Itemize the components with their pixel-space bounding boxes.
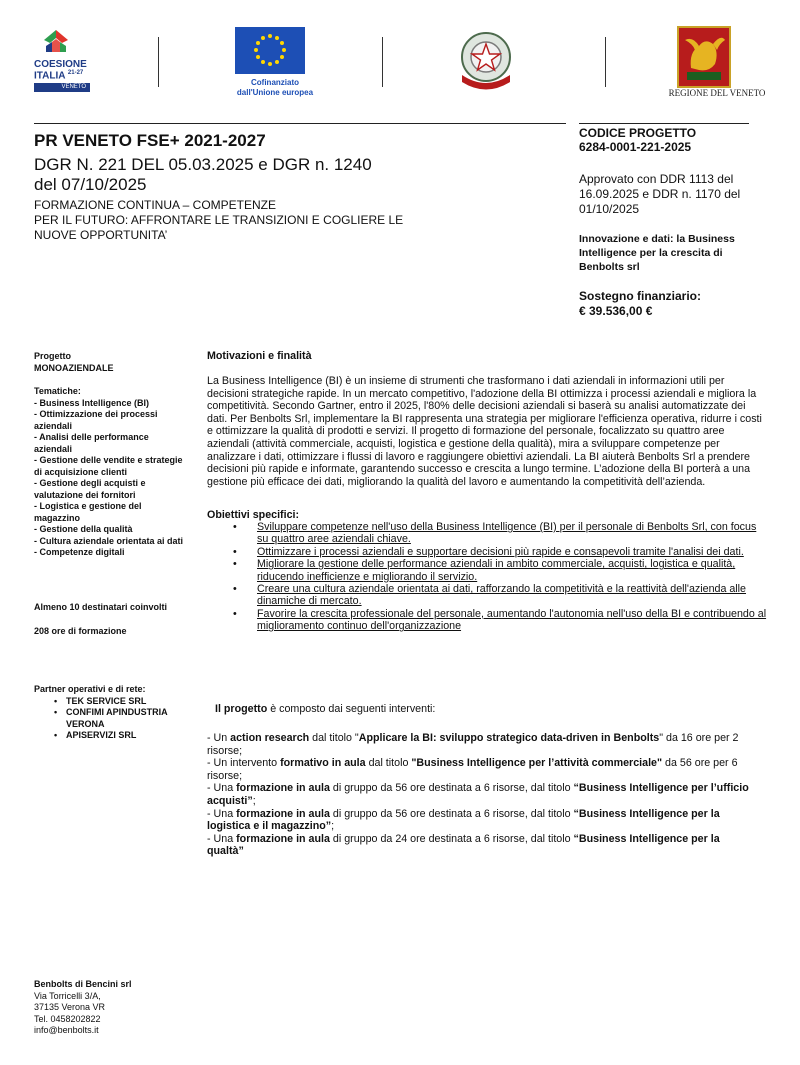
theme-item: - Analisi delle performance aziendali <box>34 432 149 454</box>
objective-item: • Ottimizzare i processi aziendali e supportare decisioni più rapide e consapevoli tramite l'analisi dei dati. <box>207 546 767 558</box>
logo-divider <box>605 37 606 87</box>
logo-divider <box>158 37 159 87</box>
training-hours: 208 ore di formazione <box>34 626 127 636</box>
theme-item: - Ottimizzazione dei processi aziendali <box>34 409 158 431</box>
company-contact <box>34 979 214 1037</box>
objectives-list <box>207 521 767 633</box>
funding-label: Sostegno finanziario: <box>579 289 702 303</box>
composition-bold: Il progetto <box>215 703 268 715</box>
eu-caption-line1: Cofinanziato <box>251 78 299 87</box>
project-type-label: Progetto <box>34 351 71 361</box>
programme-line: PER IL FUTURO: AFFRONTARE LE TRANSIZIONI E COGLIERE LE <box>34 213 404 227</box>
composition-intro <box>215 703 435 715</box>
italian-republic-emblem-icon <box>452 27 520 95</box>
header-rule-right <box>579 123 749 124</box>
objective-item: • Sviluppare competenze nell'uso della Business Intelligence (BI) per il personale di Benbolts Srl, con focus su quattro aree aziendali chiave. <box>207 521 767 546</box>
motivations-text <box>207 375 765 488</box>
programme-title: PR VENETO FSE+ 2021-2027 <box>34 131 266 150</box>
header-rule <box>34 123 566 124</box>
project-code <box>579 126 769 154</box>
coesione-mark-icon <box>40 26 72 58</box>
composition-rest: è composto dai seguenti interventi: <box>267 703 436 715</box>
regione-veneto-caption: REGIONE DEL VENETO <box>668 88 766 98</box>
logo-divider <box>382 37 383 87</box>
partners-label: Partner operativi e di rete: <box>34 684 146 694</box>
eu-caption-line2: dall'Unione europea <box>236 88 314 97</box>
coesione-line1: COESIONE <box>34 59 87 70</box>
company-email[interactable]: info@benbolts.it <box>34 1025 99 1035</box>
theme-item: - Logistica e gestione del magazzino <box>34 501 142 523</box>
intervention-item: - Una formazione in aula di gruppo da 56 ore destinata a 6 risorse, dal titolo “Business Intelligence per l’ufficio acquisti”; <box>207 782 749 807</box>
partner-item: • TEK SERVICE SRL <box>34 696 204 708</box>
financial-support <box>579 289 769 319</box>
regione-veneto-lion-icon <box>677 26 731 88</box>
approval-reference: Approvato con DDR 1113 del 16.09.2025 e DDR n. 1170 del 01/10/2025 <box>579 172 741 216</box>
programme-line: NUOVE OPPORTUNITA’ <box>34 228 168 242</box>
motivations-heading: Motivazioni e finalità <box>207 350 312 362</box>
eu-flag-icon <box>235 27 305 74</box>
objective-item: • Creare una cultura aziendale orientata ai dati, rafforzando la competitività e la reattività dell'azienda alle dinamiche di mercato. <box>207 583 767 608</box>
company-phone: Tel. 0458202822 <box>34 1013 101 1024</box>
coesione-years: 21-27 <box>67 70 84 76</box>
theme-item: - Competenze digitali <box>34 547 125 557</box>
intervention-item: - Una formazione in aula di gruppo da 24 ore destinata a 6 risorse, dal titolo “Business Intelligence per la qualtà” <box>207 832 720 858</box>
intervention-item: - Una formazione in aula di gruppo da 56 ore destinata a 6 risorse, dal titolo “Business Intelligence per la logistica e il magazzino”; <box>207 807 720 833</box>
theme-item: - Gestione delle vendite e strategie di acquisizione clienti <box>34 455 183 477</box>
objectives-heading: Obiettivi specifici: <box>207 509 300 521</box>
coesione-italia-logo <box>34 26 100 98</box>
company-name: Benbolts di Bencini srl <box>34 979 132 989</box>
project-title: Innovazione e dati: la Business Intelligence per la crescita di Benbolts srl <box>579 233 735 273</box>
motivations-paragraph: La Business Intelligence (BI) è un insieme di strumenti che trasformano i dati aziendali in informazioni utili per decisioni strategiche rapide. In un mercato competitivo, l'adozione della BI ottimizza i processi aziendali e migliora la competitività. Secondo Gartner, entro il 2025, l'80% delle decisioni aziendali si baserà su analisi automatizzate dei dati. Per Benbolts Srl, implementare la BI rappresenta una strategia per migliorare l'efficienza operativa, ridurre i costi e ottimizzare la qualità di prodotti e servizi. Il progetto di formazione del personale, focalizzato su quattro aree aziendali (attività commerciale, acquisti, logistica e gestione della qualità), mira a sviluppare competenze per analizzare i dati, ottimizzare i flussi di lavoro e raggiungere obiettivi aziendali. La BI aiuterà Benbolts Srl a prendere decisioni più rapide e informate, garantendo successo e crescita a lungo termine. L’adozione della BI porterà a una gestione più efficace dei dati, migliorando la qualità del lavoro e aumentando la competitività dell’azienda. <box>207 375 762 488</box>
project-code-value: 6284-0001-221-2025 <box>579 140 692 154</box>
theme-item: - Business Intelligence (BI) <box>34 397 150 408</box>
partners-list <box>34 696 204 742</box>
funding-value: € 39.536,00 € <box>579 304 653 318</box>
objective-item: • Favorire la crescita professionale del personale, aumentando l'autonomia nell'uso della BI e contribuendo al miglioramento continuo dell'organizzazione <box>207 608 767 633</box>
partner-item: • APISERVIZI SRL <box>34 730 204 742</box>
company-city: 37135 Verona VR <box>34 1002 106 1012</box>
theme-item: - Cultura aziendale orientata ai dati <box>34 535 184 546</box>
company-address: Via Torricelli 3/A, <box>34 990 101 1001</box>
dgr-reference: DGR N. 221 DEL 05.03.2025 e DGR n. 1240 del 07/10/2025 <box>34 155 372 194</box>
intervention-item: - Un intervento formativo in aula dal titolo "Business Intelligence per l’attività commerciale" da 56 ore per 6 risorse; <box>207 757 738 782</box>
project-code-label: CODICE PROGETTO <box>579 126 697 140</box>
interventions-list <box>207 732 757 858</box>
eu-caption <box>220 78 330 98</box>
themes-label: Tematiche: <box>34 386 81 396</box>
partner-item: • CONFIMI APINDUSTRIA VERONA <box>34 707 204 730</box>
coesione-wordmark <box>34 60 87 80</box>
theme-item: - Gestione degli acquisti e valutazione dei fornitori <box>34 478 146 500</box>
objective-item: • Migliorare la gestione delle performance aziendali in ambito commerciale, acquisti, logistica e qualità, riducendo inefficienze e migliorando il servizio. <box>207 558 767 583</box>
coesione-line2: ITALIA <box>34 70 66 82</box>
intervention-item: - Un action research dal titolo "Applicare la BI: sviluppo strategico data-driven in Benbolts" da 16 ore per 2 risorse; <box>207 732 739 757</box>
recipients-count: Almeno 10 destinatari coinvolti <box>34 602 168 612</box>
project-type <box>34 351 184 374</box>
programme-line: FORMAZIONE CONTINUA – COMPETENZE <box>34 198 277 212</box>
partners-block <box>34 684 204 742</box>
themes-block <box>34 386 184 559</box>
theme-item: - Gestione della qualità <box>34 524 133 534</box>
project-type-value: MONOAZIENDALE <box>34 362 114 373</box>
programme-description <box>34 198 424 243</box>
coesione-region: VENETO <box>34 83 90 92</box>
